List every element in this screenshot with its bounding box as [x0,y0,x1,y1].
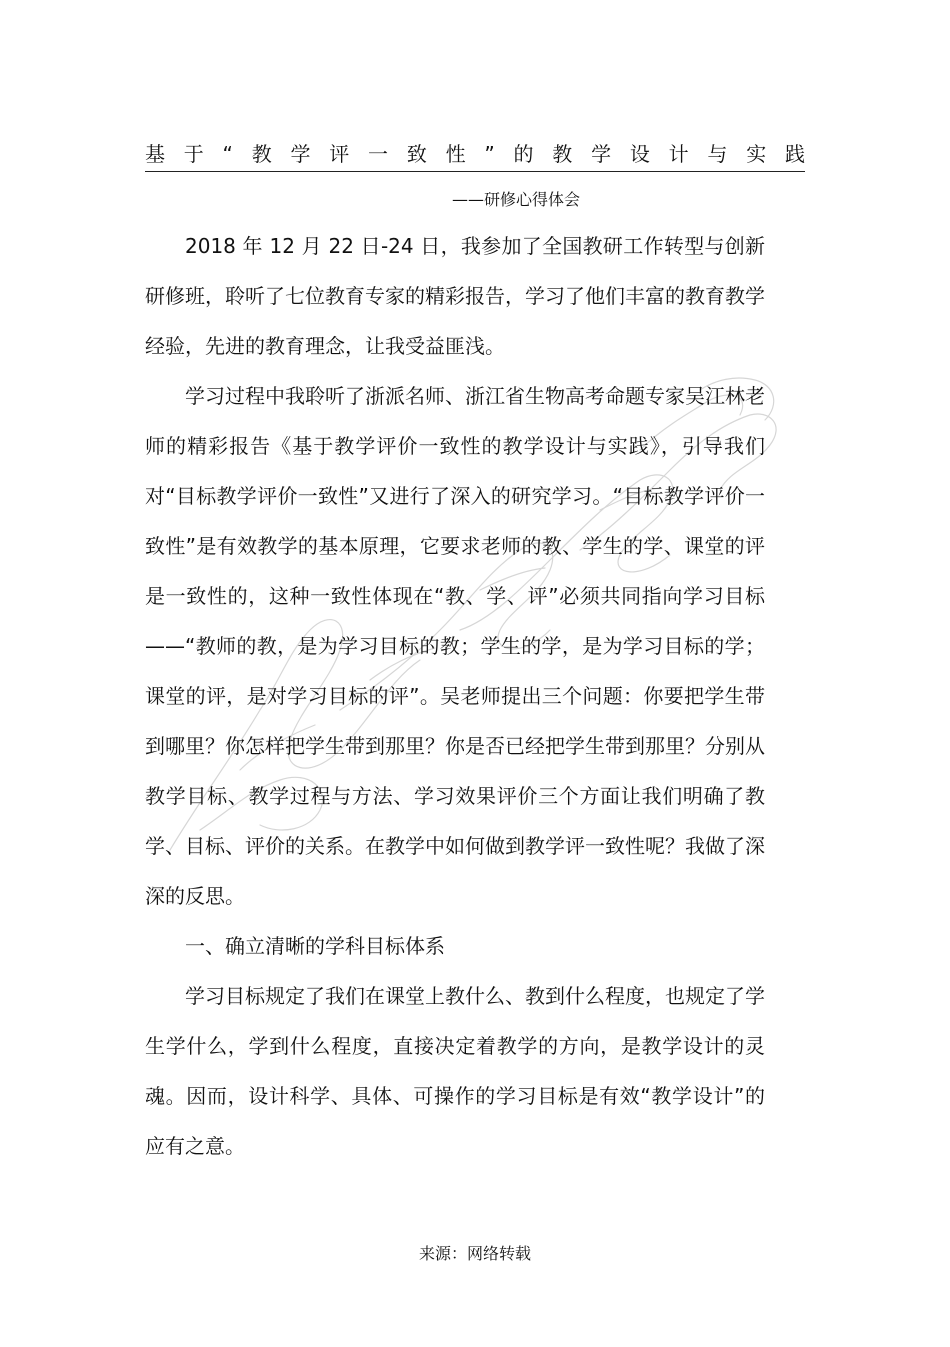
paragraph-goals: 学习目标规定了我们在课堂上教什么、教到什么程度，也规定了学生学什么，学到什么程度，直接决定着教学的方向，是教学设计的灵魂。因而，设计科学、具体、可操作的学习目标是有效“教学设计”的应有之意。 [145,984,765,1158]
paragraph-report: 学习过程中我聆听了浙派名师、浙江省生物高考命题专家吴江林老师的精彩报告《基于教学评价一致性的教学设计与实践》，引导我们对“目标教学评价一致性”又进行了深入的研究学习。“目标教学评价一致性”是有效教学的基本原理，它要求老师的教、学生的学、课堂的评是一致性的，这种一致性体现在“教、学、评”必须共同指向学习目标——“教师的教，是为学习目标的教；学生的学，是为学习目标的学；课堂的评，是对学习目标的评”。吴老师提出三个问题：你要把学生带到哪里？你怎样把学生带到那里？你是否已经把学生带到那里？分别从教学目标、教学过程与方法、学习效果评价三个方面让我们明确了教学、目标、评价的关系。在教学中如何做到教学评一致性呢？我做了深深的反思。 [145,384,765,908]
page-header-title: 基于“教学评一致性”的教学设计与实践 [145,142,805,166]
footer-source: 来源：网络转载 [418,1244,531,1263]
paragraph-intro: 2018 年 12 月 22 日-24 日，我参加了全国教研工作转型与创新研修班，聆听了七位教育专家的精彩报告，学习了他们丰富的教育教学经验，先进的教育理念，让我受益匪浅。 [145,234,765,358]
document-body [145,221,765,1171]
page-subtitle: ——研修心得体会 [452,190,581,209]
header-divider [145,171,805,172]
section-heading: 一、确立清晰的学科目标体系 [185,934,445,958]
